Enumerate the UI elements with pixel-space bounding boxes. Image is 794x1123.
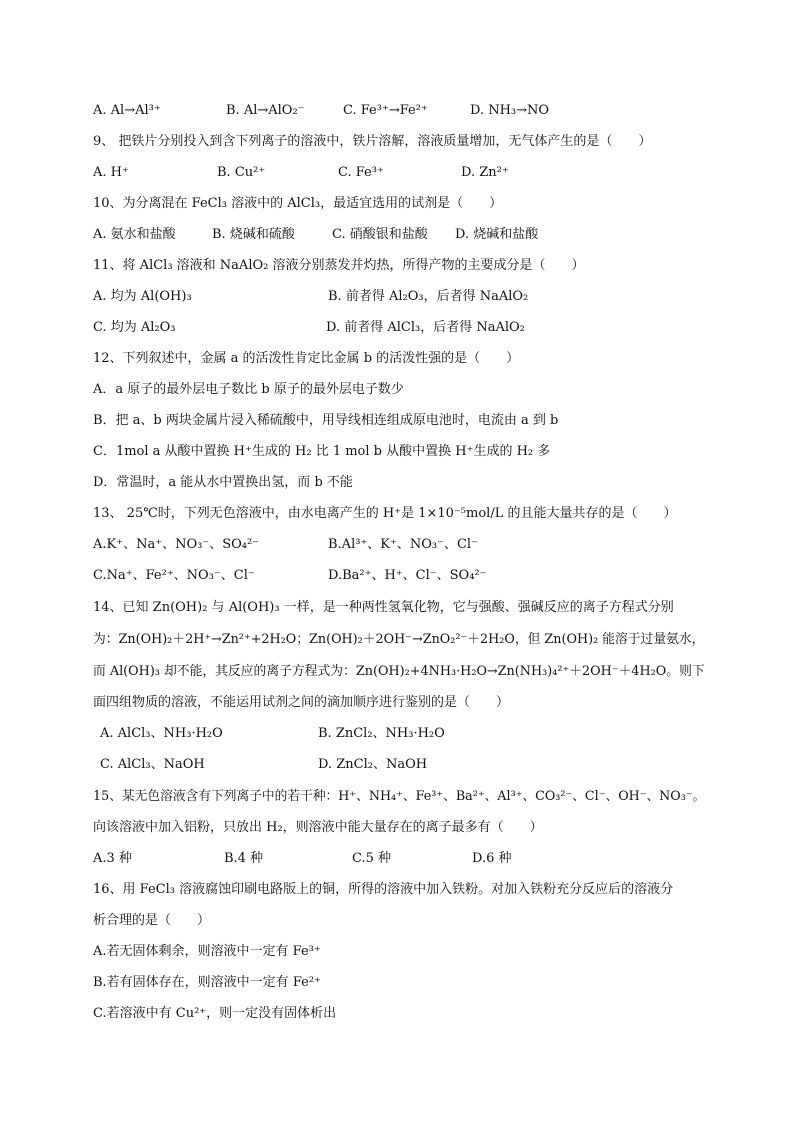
- q14-option-d: D. ZnCl₂、NaOH: [318, 757, 428, 772]
- q15-stem-line-1: 15、某无色溶液含有下列离子中的若干种：H⁺、NH₄⁺、Fe³⁺、Ba²⁺、Al³⁺、CO₃²⁻、Cl⁻、OH⁻、NO₃⁻。: [93, 789, 706, 804]
- q9-option-d: D. Zn²⁺: [461, 165, 509, 180]
- q13-option-a: A.K⁺、Na⁺、NO₃⁻、SO₄²⁻: [93, 537, 260, 552]
- q8-option-b: B. Al→AlO₂⁻: [226, 103, 305, 118]
- q11-stem: 11、将 AlCl₃ 溶液和 NaAlO₂ 溶液分别蒸发并灼热，所得产物的主要成分是（ ）: [93, 258, 585, 273]
- q9-option-b: B. Cu²⁺: [217, 165, 266, 180]
- q8-option-c: C. Fe³⁺→Fe²⁺: [343, 103, 428, 118]
- q16-option-c: C.若溶液中有 Cu²⁺，则一定没有固体析出: [93, 1006, 337, 1021]
- q14-stem-line-3: 而 Al(OH)₃ 却不能，其反应的离子方程式为：Zn(OH)₂+4NH₃·H₂O→Zn(NH₃)₄²⁺＋2OH⁻＋4H₂O。则下: [93, 664, 705, 679]
- q9-option-a: A. H⁺: [93, 165, 129, 180]
- q12-stem: 12、下列叙述中，金属 a 的活泼性肯定比金属 b 的活泼性强的是（ ）: [93, 351, 520, 366]
- q12-option-a: A．a 原子的最外层电子数比 b 原子的最外层电子数少: [93, 382, 404, 397]
- q16-stem-line-1: 16、用 FeCl₃ 溶液腐蚀印刷电路版上的铜，所得的溶液中加入铁粉。对加入铁粉充分反应后的溶液分: [93, 882, 674, 897]
- q15-stem-line-2: 向该溶液中加入铝粉，只放出 H₂，则溶液中能大量存在的离子最多有（ ）: [93, 820, 543, 835]
- q15-option-a: A.3 种: [93, 851, 132, 866]
- q16-option-b: B.若有固体存在，则溶液中一定有 Fe²⁺: [93, 975, 321, 990]
- q8-option-d: D. NH₃→NO: [470, 103, 550, 118]
- q10-option-d: D. 烧碱和盐酸: [455, 227, 539, 242]
- q12-option-c: C．1mol a 从酸中置换 H⁺生成的 H₂ 比 1 mol b 从酸中置换 H⁺生成的 H₂ 多: [93, 444, 551, 459]
- q9-option-c: C. Fe³⁺: [338, 165, 384, 180]
- q10-option-b: B. 烧碱和硫酸: [212, 227, 295, 242]
- q14-option-c: C. AlCl₃、NaOH: [100, 757, 205, 772]
- q15-option-d: D.6 种: [472, 851, 512, 866]
- q14-stem-line-2: 为：Zn(OH)₂＋2H⁺→Zn²⁺+2H₂O；Zn(OH)₂＋2OH⁻→ZnO₂²⁻＋2H₂O，但 Zn(OH)₂ 能溶于过量氨水，: [93, 632, 705, 647]
- q14-option-a: A. AlCl₃、NH₃·H₂O: [100, 726, 223, 741]
- q14-stem-line-4: 面四组物质的溶液，不能运用试剂之间的滴加顺序进行鉴别的是（ ）: [93, 695, 510, 710]
- q15-option-b: B.4 种: [224, 851, 264, 866]
- q14-stem-line-1: 14、已知 Zn(OH)₂ 与 Al(OH)₃ 一样，是一种两性氢氧化物，它与强酸、强碱反应的离子方程式分别: [93, 600, 674, 615]
- q10-option-a: A. 氨水和盐酸: [93, 227, 176, 242]
- q12-option-b: B．把 a、b 两块金属片浸入稀硫酸中，用导线相连组成原电池时，电流由 a 到 b: [93, 413, 559, 428]
- q13-option-c: C.Na⁺、Fe²⁺、NO₃⁻、Cl⁻: [93, 568, 255, 583]
- q13-stem: 13、 25℃时，下列无色溶液中，由水电离产生的 H⁺是 1×10⁻⁵mol/L 的且能大量共存的是（ ）: [93, 506, 677, 521]
- q8-option-a: A. Al→Al³⁺: [93, 103, 161, 118]
- q9-stem: 9、 把铁片分别投入到含下列离子的溶液中，铁片溶解，溶液质量增加，无气体产生的是（ ）: [93, 134, 652, 149]
- q11-option-a: A. 均为 Al(OH)₃: [93, 289, 192, 304]
- q15-option-c: C.5 种: [352, 851, 392, 866]
- q11-option-d: D. 前者得 AlCl₃，后者得 NaAlO₂: [326, 320, 525, 335]
- q10-stem: 10、为分离混在 FeCl₃ 溶液中的 AlCl₃，最适宜选用的试剂是（ ）: [93, 196, 503, 211]
- q10-option-c: C. 硝酸银和盐酸: [332, 227, 428, 242]
- q13-option-b: B.Al³⁺、K⁺、NO₃⁻、Cl⁻: [328, 537, 478, 552]
- q14-option-b: B. ZnCl₂、NH₃·H₂O: [318, 726, 445, 741]
- q13-option-d: D.Ba²⁺、H⁺、Cl⁻、SO₄²⁻: [328, 568, 487, 583]
- q11-option-c: C. 均为 Al₂O₃: [93, 320, 176, 335]
- q16-option-a: A.若无固体剩余，则溶液中一定有 Fe³⁺: [93, 944, 321, 959]
- q11-option-b: B. 前者得 Al₂O₃，后者得 NaAlO₂: [328, 289, 529, 304]
- q12-option-d: D．常温时，a 能从水中置换出氢，而 b 不能: [93, 475, 353, 490]
- q16-stem-line-2: 析合理的是（ ）: [93, 913, 211, 928]
